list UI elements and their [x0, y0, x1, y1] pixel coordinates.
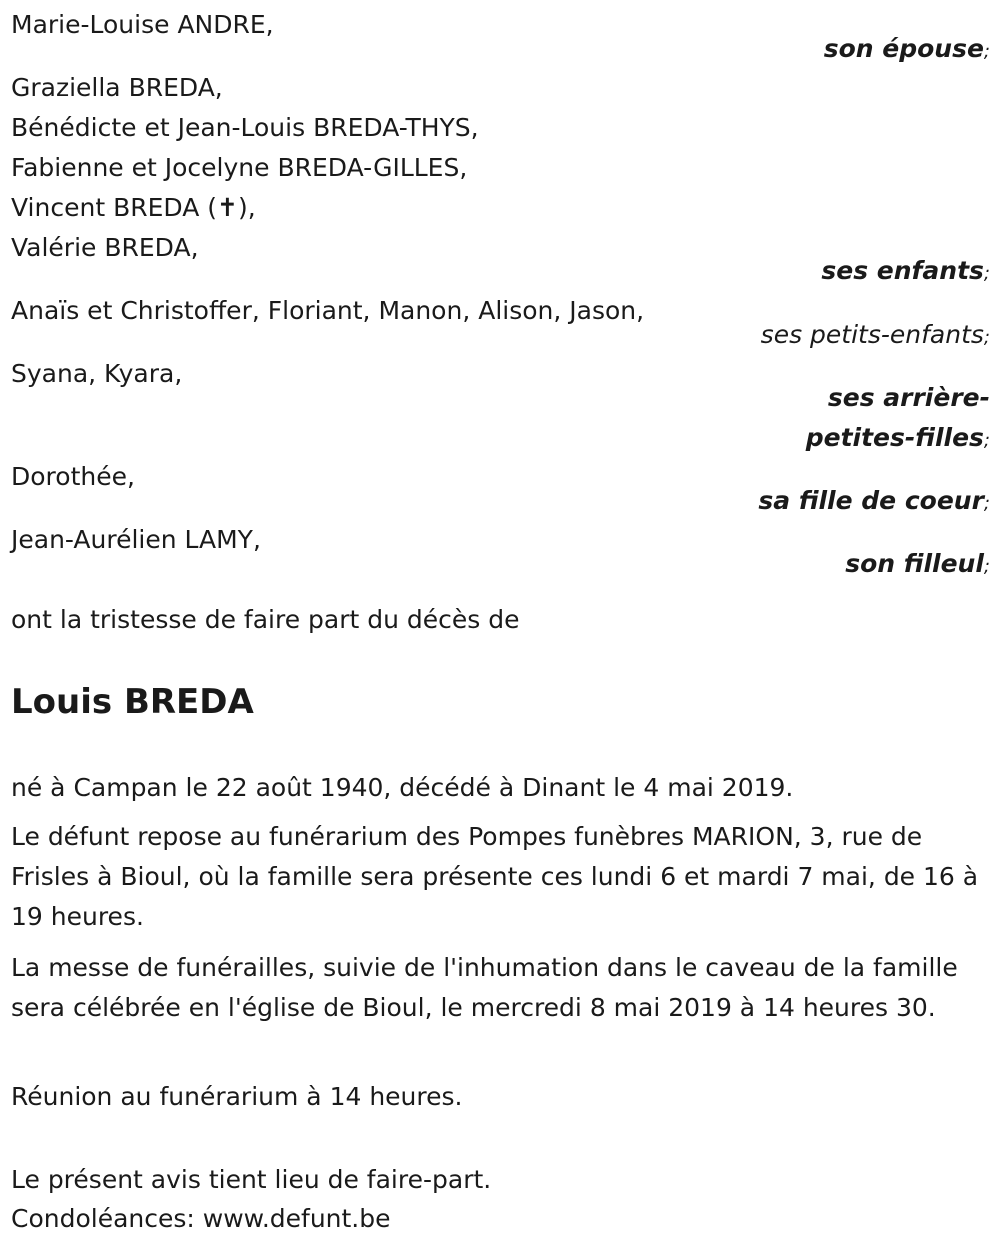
- rests-paragraph: Le défunt repose au funérarium des Pompes funèbres MARION, 3, rue de Frisles à Bioul, où la famille sera présente ces lundi 6 et mardi 7 mai, de 16 à 19 heures.: [11, 822, 979, 931]
- foster-daughter-name: Dorothée,: [11, 462, 135, 491]
- child-name: Graziella BREDA,: [11, 73, 223, 102]
- godson-role: son filleul;: [845, 549, 990, 578]
- role-text: son épouse: [823, 34, 984, 63]
- godson-name: Jean-Aurélien LAMY,: [11, 525, 261, 554]
- grandchildren-role: ses petits-enfants;: [760, 320, 990, 349]
- condolences-paragraph: Condoléances: www.defunt.be: [11, 1204, 391, 1233]
- great-granddaughters-role-line1: ses arrière-: [827, 383, 990, 412]
- spouse-name: Marie-Louise ANDRE,: [11, 10, 274, 39]
- announcement: ont la tristesse de faire part du décès de: [11, 605, 520, 634]
- notice-paragraph: Le présent avis tient lieu de faire-part.: [11, 1165, 492, 1194]
- grandchildren-names: Anaïs et Christoffer, Floriant, Manon, Alison, Jason,: [11, 296, 645, 325]
- mass-paragraph: La messe de funérailles, suivie de l'inhumation dans le caveau de la famille sera célébrée en l'église de Bioul, le mercredi 8 mai 2019 à 14 heures 30.: [11, 953, 958, 1022]
- role-text: petites-filles: [805, 423, 984, 452]
- role-text: ses enfants: [821, 256, 984, 285]
- spouse-role: son épouse;: [823, 34, 990, 63]
- meeting-paragraph: Réunion au funérarium à 14 heures.: [11, 1082, 463, 1111]
- deceased-name: Louis BREDA: [11, 682, 254, 722]
- children-role: ses enfants;: [821, 256, 990, 285]
- child-name: Fabienne et Jocelyne BREDA-GILLES,: [11, 153, 468, 182]
- birth-death-paragraph: né à Campan le 22 août 1940, décédé à Dinant le 4 mai 2019.: [11, 773, 794, 802]
- child-name: Bénédicte et Jean-Louis BREDA-THYS,: [11, 113, 479, 142]
- foster-daughter-role: sa fille de coeur;: [758, 486, 990, 515]
- role-text: ses petits-enfants: [760, 320, 984, 349]
- child-name: Valérie BREDA,: [11, 233, 199, 262]
- great-granddaughters-role-line2: petites-filles;: [805, 423, 990, 452]
- role-text: son filleul: [845, 549, 984, 578]
- child-name: Vincent BREDA (✝),: [11, 193, 256, 222]
- role-text: sa fille de coeur: [758, 486, 984, 515]
- great-granddaughters-names: Syana, Kyara,: [11, 359, 183, 388]
